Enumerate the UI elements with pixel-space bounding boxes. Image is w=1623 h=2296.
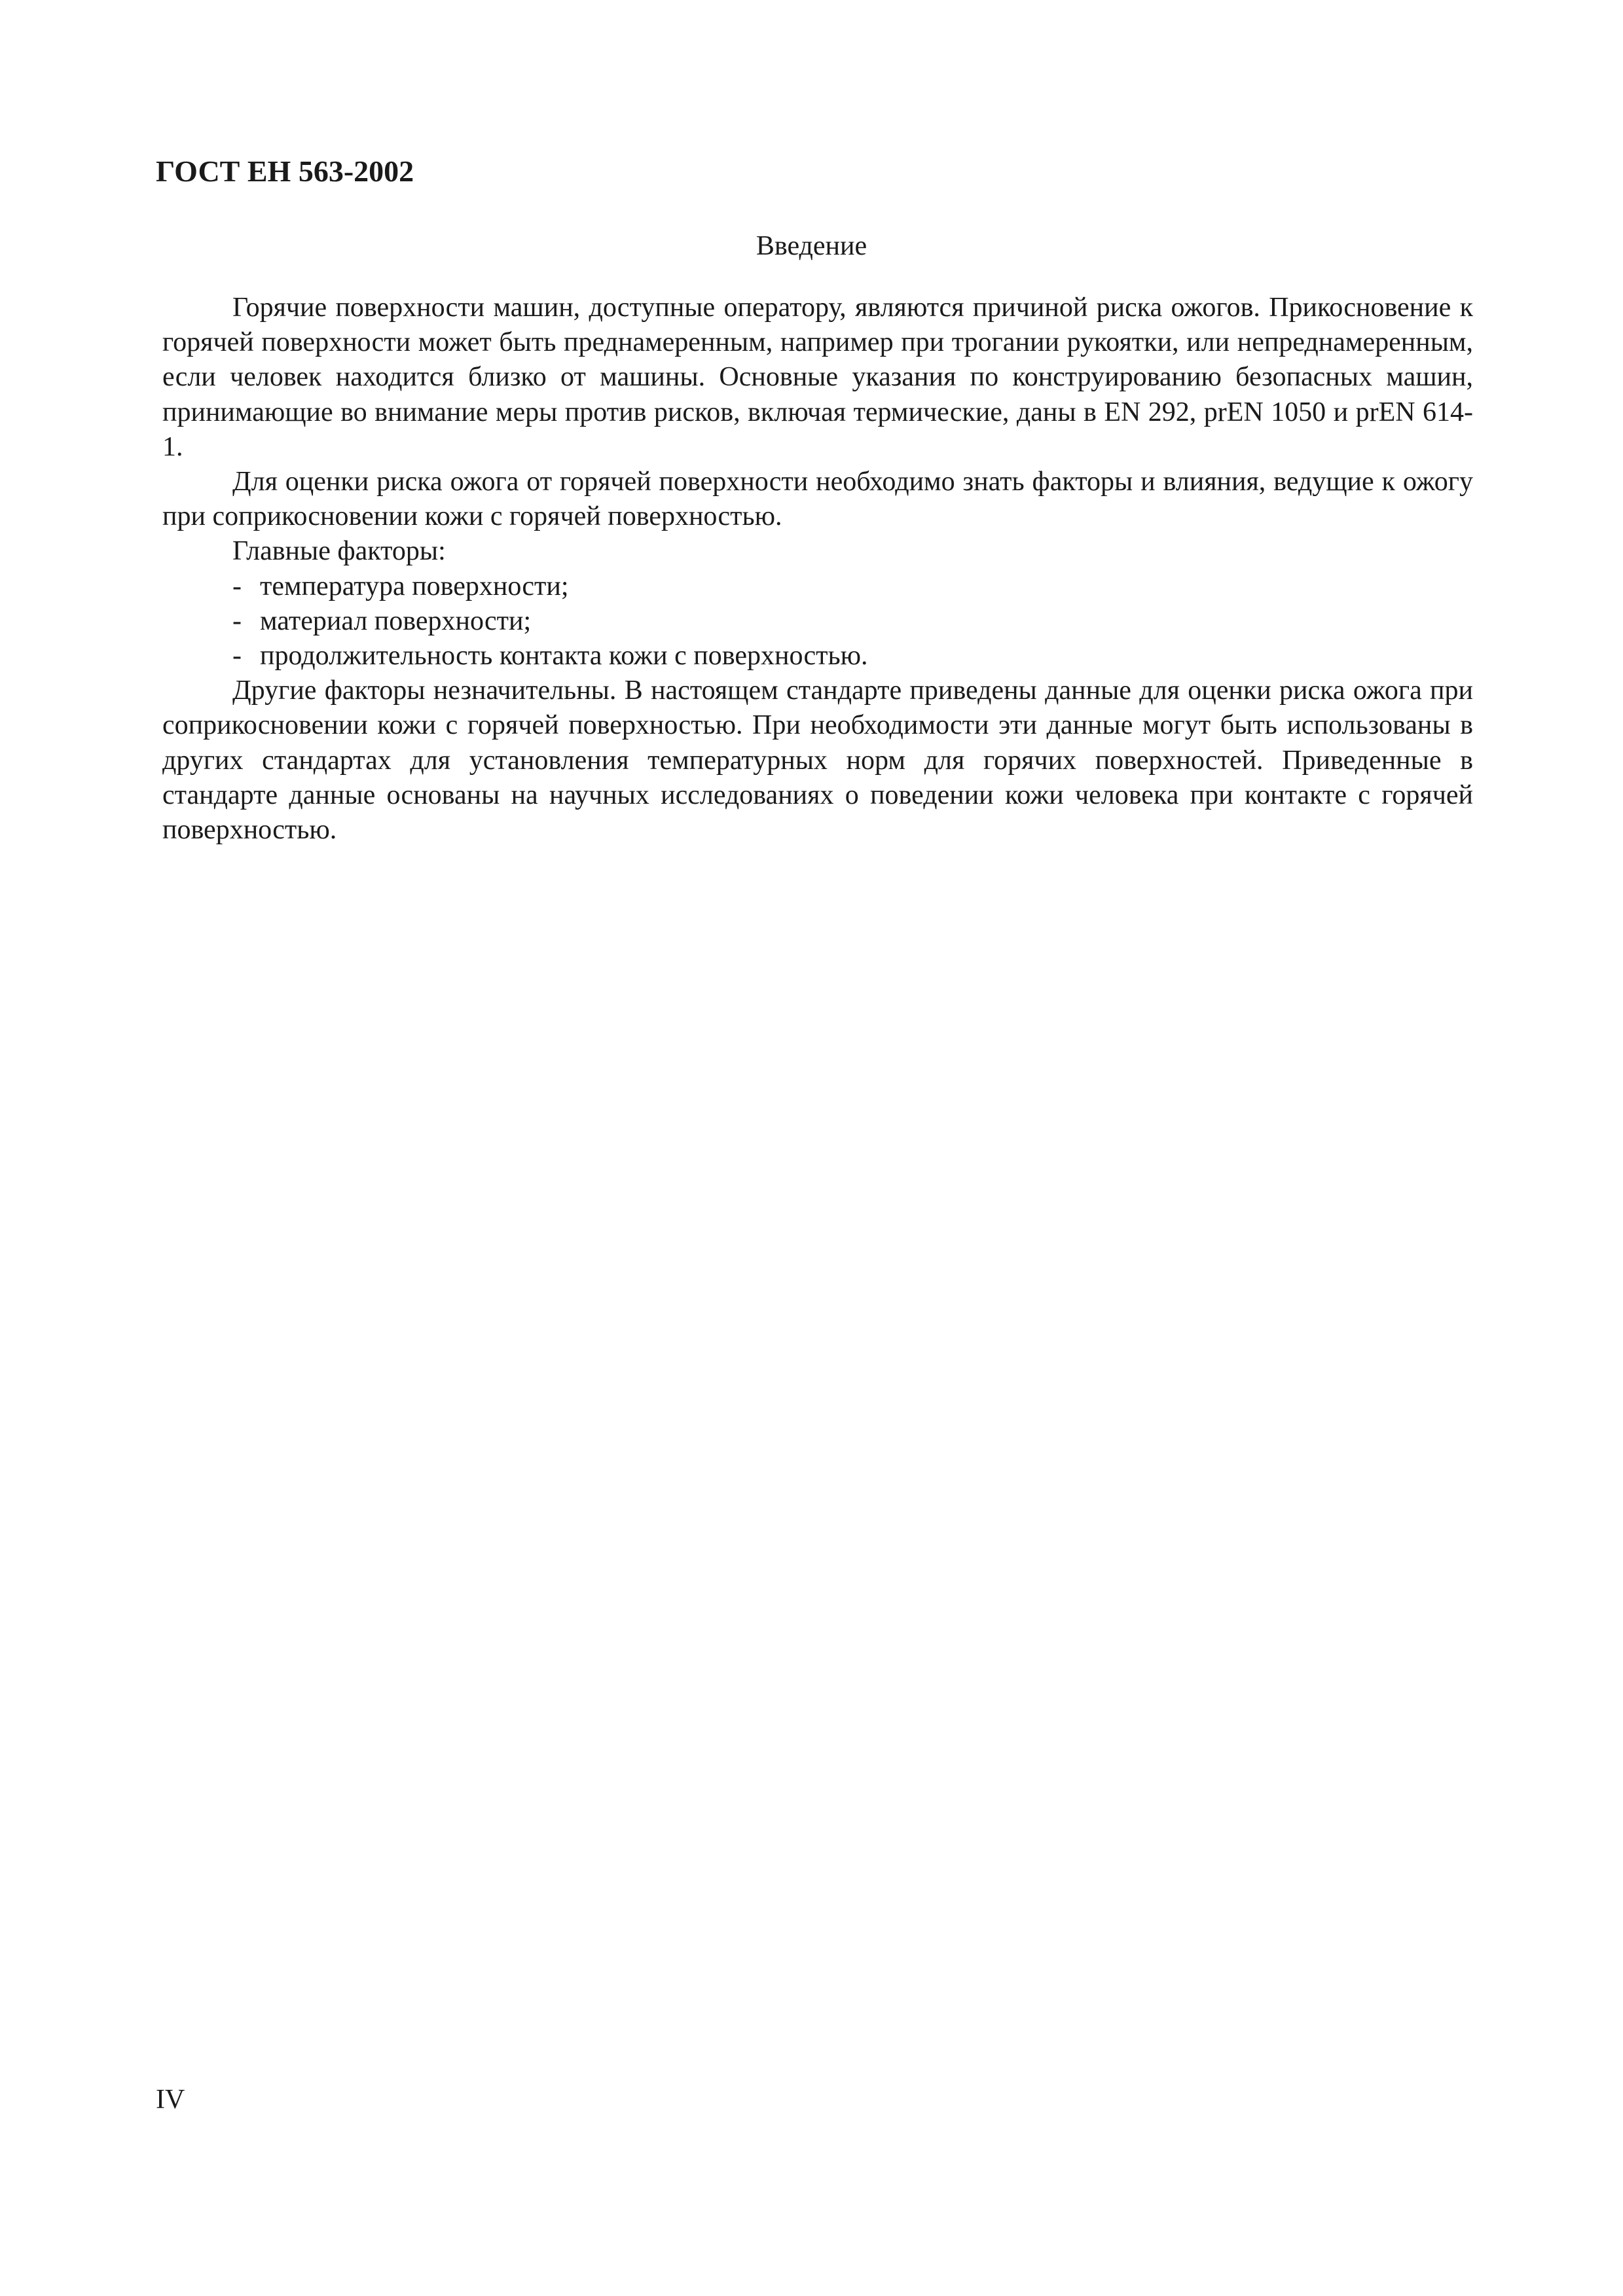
list-item: [162, 639, 1473, 673]
list-bullet: -: [232, 605, 242, 636]
paragraph-other-factors: Другие факторы незначительны. В настоящем стандарте приведены данные для оценки риска ожога при соприкосновении кожи с горячей поверхностью. При необходимости эти данные могут быть использованы в других стандартах для установления температурных норм для горячих поверхностей. Приведенные в стандарте данные основаны на научных исследованиях о поведении кожи человека при контакте с горячей поверхностью.: [162, 675, 1473, 846]
list-item-text: температура поверхности;: [260, 571, 569, 601]
list-bullet: -: [232, 641, 242, 672]
factors-list: [162, 569, 1473, 674]
list-item-text: материал поверхности;: [260, 605, 532, 636]
document-code: ГОСТ ЕН 563-2002: [156, 154, 414, 188]
list-item: [162, 604, 1473, 639]
paragraph-intro: Горячие поверхности машин, доступные оператору, являются причиной риска ожогов. Прикосновение к горячей поверхности может быть преднамеренным, например при трогании рукоятки, или непреднамеренным, если человек находится близко от машины. Основные указания по конструированию безопасных машин, принимающие во внимание меры против рисков, включая термические, даны в EN 292, prEN 1050 и prEN 614-1.: [162, 293, 1473, 462]
body-text: [162, 291, 1473, 848]
paragraph-burn-risk: Для оценки риска ожога от горячей поверхности необходимо знать факторы и влияния, ведущие к ожогу при соприкосновении кожи с горячей поверхностью.: [162, 467, 1473, 532]
section-title: Введение: [756, 231, 867, 261]
paragraph-main-factors-heading: Главные факторы:: [232, 536, 446, 567]
page-number: IV: [156, 2085, 185, 2115]
list-item: [162, 569, 1473, 604]
list-bullet: -: [232, 571, 242, 601]
list-item-text: продолжительность контакта кожи с поверхностью.: [260, 641, 868, 672]
